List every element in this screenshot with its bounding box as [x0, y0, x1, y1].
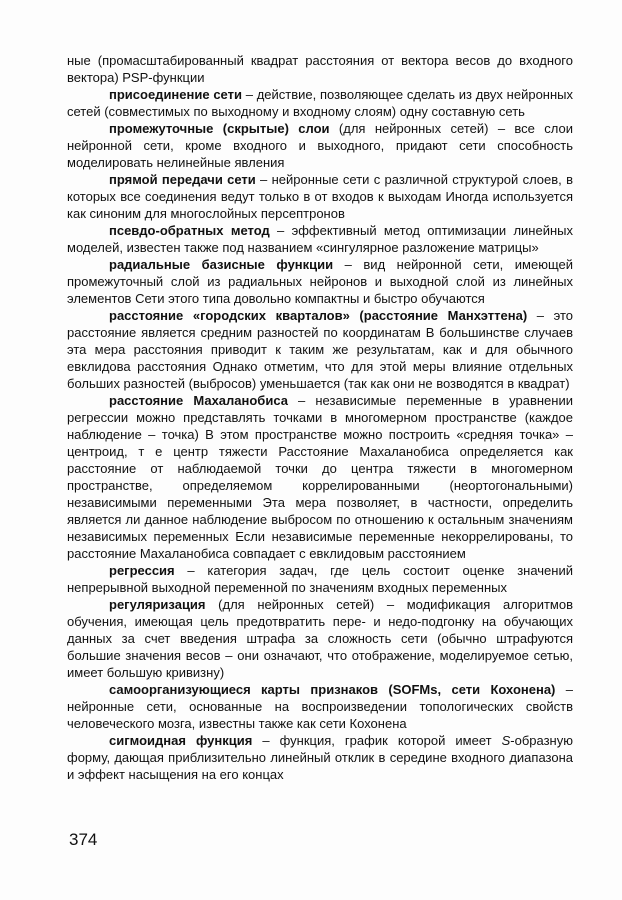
- glossary-term: псевдо-обратных метод: [109, 223, 270, 238]
- page-number: 374: [69, 830, 98, 849]
- glossary-term: расстояние Махаланобиса: [109, 393, 288, 408]
- glossary-definition: (для нейронных сетей) – модификация алгоритмов обучения, имеющая цель предотвратить пере- и недо-подгонку на обучающих данных за счет введения штрафа за сложность сети (обычно штрафуются большие значения весов – они означают, что отображение, моделируемое сетью, имеет большую кривизну): [67, 597, 573, 680]
- glossary-term: промежуточные (скрытые) слои: [109, 121, 330, 136]
- glossary-definition: – вид нейронной сети, имеющей промежуточный слой из радиальных нейронов и выходной слой из линейных элементов Сети этого типа довольно компактны и быстро обучаются: [67, 257, 574, 306]
- glossary-entry: [67, 562, 573, 596]
- glossary-definition: (для нейронных сетей) – все слои нейронной сети, кроме входного и выходного, придают сети способность моделировать нелинейные явления: [67, 121, 574, 170]
- glossary-definition: – действие, позволяющее сделать из двух нейронных сетей (совместимых по выходному и входному слоям) одну составную сеть: [67, 87, 574, 119]
- glossary-entry: [67, 307, 573, 392]
- glossary-entry: [67, 222, 573, 256]
- glossary-definition: – категория задач, где цель состоит оценке значений непрерывной выходной переменной по значениям входных переменных: [67, 563, 573, 595]
- glossary-entry: [67, 732, 573, 783]
- glossary-definition: – нейронные сети с различной структурой слоев, в которых все соединения ведут только в от входов к выходам Иногда используется как синоним для многослойных персептронов: [67, 172, 573, 221]
- glossary-term: радиальные базисные функции: [109, 257, 334, 272]
- glossary-term: присоединение сети: [109, 87, 242, 102]
- glossary-term: самоорганизующиеся карты признаков (SOFMs, сети Кохонена): [109, 682, 556, 697]
- glossary-term: прямой передачи сети: [109, 172, 256, 187]
- glossary-entry: [67, 171, 573, 222]
- glossary-entry: [67, 256, 573, 307]
- glossary-definition-italic: S: [501, 733, 511, 748]
- glossary-entry: [67, 392, 573, 562]
- glossary-definition: – это расстояние является средним разностей по координатам В большинстве случаев эта мера расстояния приводит к таким же результатам, как и для обычного евклидова расстояния Однако отметим, что для этой меры влияние отдельных больших разностей (выбросов) уменьшается (так как они не возводятся в квадрат): [67, 308, 574, 391]
- continuation-paragraph: ные (промасштабированный квадрат расстояния от вектора весов до входного вектора) PSP-функции: [67, 53, 573, 85]
- glossary-definition: – эффективный метод оптимизации линейных моделей, известен также под названием «сингулярное разложение матрицы»: [67, 223, 573, 255]
- glossary-definition: – функция, график которой имеет: [252, 733, 502, 748]
- glossary-term: регрессия: [109, 563, 175, 578]
- glossary-entry: [67, 681, 573, 732]
- glossary-term: расстояние «городских кварталов» (расстояние Манхэттена): [109, 308, 528, 323]
- glossary-definition: – независимые переменные в уравнении регрессии можно представлять точками в многомерном пространстве (каждое наблюдение – точка) В этом пространстве можно построить «средняя точка» – центроид, т е центр тяжести Расстояние Махаланобиса определяется как расстояние от наблюдаемой точки до центра тяжести в многомерном пространстве, определяемом коррелированными (неортогональными) независимыми переменными Эта мера позволяет, в частности, определить является ли данное наблюдение выбросом по отношению к остальным значениям независимых переменных Если независимые переменные некоррелированы, то расстояние Махаланобиса совпадает с евклидовым расстоянием: [67, 393, 573, 561]
- glossary-entry: [67, 596, 573, 681]
- glossary-definition: -образную форму, дающая приблизительно линейный отклик в середине входного диапазона и эффект насыщения на его концах: [67, 733, 573, 782]
- glossary-entry: [67, 86, 573, 120]
- glossary-definition: – нейронные сети, основанные на воспроизведении топологических свойств человеческого мозга, известны также как сети Кохонена: [67, 682, 573, 731]
- glossary-term: сигмоидная функция: [109, 733, 253, 748]
- glossary-term: регуляризация: [109, 597, 206, 612]
- glossary-text: [67, 52, 573, 783]
- glossary-entry: [67, 120, 573, 171]
